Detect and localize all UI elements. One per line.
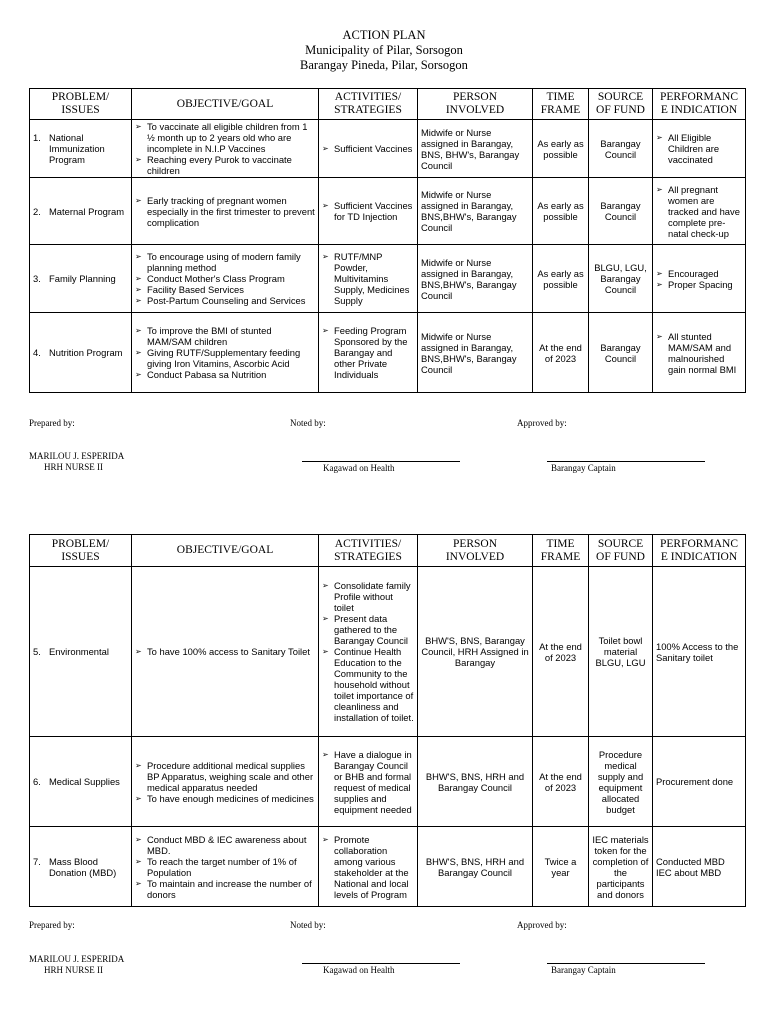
problem-cell: 2. Maternal Program [30, 178, 132, 245]
header-source: SOURCE OF FUND [589, 89, 653, 120]
activities-cell: ➢ Consolidate family Profile without toilet ➢ Present data gathered to the Barangay Council ➢ Continue Health Education to the Community to the household without toilet importance of cleanliness and installation of toilet. [319, 567, 418, 737]
approved-by-label: Approved by: [517, 418, 567, 428]
header-performance: PERFORMANC E INDICATION [653, 535, 746, 567]
activities-cell: ➢ RUTF/MNP Powder, Multivitamins Supply, Medicines Supply [319, 245, 418, 313]
objective-cell: ➢ Conduct MBD & IEC awareness about MBD. ➢ To reach the target number of 1% of Population ➢ To maintain and increase the number of donors [132, 827, 319, 907]
performance-cell: Procurement done [653, 737, 746, 827]
noted-signature-line [302, 963, 460, 964]
table-row [30, 827, 746, 907]
municipality-line: Municipality of Pilar, Sorsogon [305, 43, 463, 57]
time-cell: At the end of 2023 [533, 737, 589, 827]
noted-title: Kagawad on Health [323, 965, 395, 975]
source-cell: BLGU, LGU, Barangay Council [589, 245, 653, 313]
problem-cell: 3. Family Planning [30, 245, 132, 313]
noted-signature-line [302, 461, 460, 462]
time-cell: As early as possible [533, 120, 589, 178]
document-title: ACTION PLAN [342, 28, 426, 42]
problem-cell: 6. Medical Supplies [30, 737, 132, 827]
objective-cell: ➢ Early tracking of pregnant women especially in the first trimester to prevent complication [132, 178, 319, 245]
problem-cell: 5. Environmental [30, 567, 132, 737]
header-activities: ACTIVITIES/ STRATEGIES [319, 89, 418, 120]
performance-cell: ➢ All Eligible Children are vaccinated [653, 120, 746, 178]
header-time: TIME FRAME [533, 89, 589, 120]
activities-cell: ➢ Feeding Program Sponsored by the Barangay and other Private Individuals [319, 313, 418, 393]
preparer-name: MARILOU J. ESPERIDA [29, 954, 125, 964]
person-cell: Midwife or Nurse assigned in Barangay, BNS,BHW's, Barangay Council [418, 178, 533, 245]
person-cell: Midwife or Nurse assigned in Barangay, BNS,BHW's, Barangay Council [418, 245, 533, 313]
time-cell: As early as possible [533, 178, 589, 245]
table-row [30, 120, 746, 178]
activities-cell: ➢ Sufficient Vaccines for TD Injection [319, 178, 418, 245]
objective-cell: ➢ Procedure additional medical supplies BP Apparatus, weighing scale and other medical apparatus needed ➢ To have enough medicines of medicines [132, 737, 319, 827]
preparer-title: HRH NURSE II [44, 462, 104, 472]
source-cell: Barangay Council [589, 178, 653, 245]
time-cell: At the end of 2023 [533, 567, 589, 737]
activities-cell: ➢ Sufficient Vaccines [319, 120, 418, 178]
performance-cell: ➢ Encouraged ➢ Proper Spacing [653, 245, 746, 313]
problem-cell: 7. Mass Blood Donation (MBD) [30, 827, 132, 907]
objective-cell: ➢ To vaccinate all eligible children from 1 ½ month up to 2 years old who are incomplete in N.I.P Vaccines ➢ Reaching every Purok to vaccinate children [132, 120, 319, 178]
approved-title: Barangay Captain [551, 965, 616, 975]
source-cell: Barangay Council [589, 313, 653, 393]
prepared-by-label: Prepared by: [29, 418, 75, 428]
time-cell: As early as possible [533, 245, 589, 313]
table-row [30, 313, 746, 393]
noted-by-label: Noted by: [290, 920, 326, 930]
preparer-name: MARILOU J. ESPERIDA [29, 451, 125, 461]
problem-cell: 4. Nutrition Program [30, 313, 132, 393]
barangay-line: Barangay Pineda, Pilar, Sorsogon [300, 58, 468, 72]
action-plan-table-1 [29, 88, 746, 393]
person-cell: Midwife or Nurse assigned in Barangay, BNS, BHW's, Barangay Council [418, 120, 533, 178]
time-cell: At the end of 2023 [533, 313, 589, 393]
source-cell: Barangay Council [589, 120, 653, 178]
document-header [0, 28, 768, 73]
time-cell: Twice a year [533, 827, 589, 907]
objective-cell: ➢ To improve the BMI of stunted MAM/SAM children ➢ Giving RUTF/Supplementary feeding giving Iron Vitamins, Ascorbic Acid ➢ Conduct Pabasa sa Nutrition [132, 313, 319, 393]
preparer-title: HRH NURSE II [44, 965, 104, 975]
performance-cell: Conducted MBD IEC about MBD [653, 827, 746, 907]
performance-cell: ➢ All pregnant women are tracked and have complete pre-natal check-up [653, 178, 746, 245]
approved-signature-line [547, 963, 705, 964]
noted-title: Kagawad on Health [323, 463, 395, 473]
approved-signature-line [547, 461, 705, 462]
objective-cell: ➢ To encourage using of modern family planning method ➢ Conduct Mother's Class Program ➢ Facility Based Services ➢ Post-Partum Counseling and Services [132, 245, 319, 313]
source-cell: Procedure medical supply and equipment allocated budget [589, 737, 653, 827]
header-performance: PERFORMANC E INDICATION [653, 89, 746, 120]
header-problem: PROBLEM/ ISSUES [30, 535, 132, 567]
performance-cell: 100% Access to the Sanitary toilet [653, 567, 746, 737]
objective-cell: ➢ To have 100% access to Sanitary Toilet [132, 567, 319, 737]
header-problem: PROBLEM/ ISSUES [30, 89, 132, 120]
person-cell: Midwife or Nurse assigned in Barangay, BNS,BHW's, Barangay Council [418, 313, 533, 393]
performance-cell: ➢ All stunted MAM/SAM and malnourished gain normal BMI [653, 313, 746, 393]
noted-by-label: Noted by: [290, 418, 326, 428]
person-cell: BHW'S, BNS, Barangay Council, HRH Assigned in Barangay [418, 567, 533, 737]
source-cell: Toilet bowl material BLGU, LGU [589, 567, 653, 737]
activities-cell: ➢ Promote collaboration among various stakeholder at the National and local levels of Program [319, 827, 418, 907]
table-row [30, 178, 746, 245]
action-plan-table-2 [29, 534, 746, 907]
header-person: PERSON INVOLVED [418, 89, 533, 120]
approved-title: Barangay Captain [551, 463, 616, 473]
person-cell: BHW'S, BNS, HRH and Barangay Council [418, 737, 533, 827]
header-time: TIME FRAME [533, 535, 589, 567]
header-objective: OBJECTIVE/GOAL [132, 535, 319, 567]
header-person: PERSON INVOLVED [418, 535, 533, 567]
source-cell: IEC materials token for the completion of the participants and donors [589, 827, 653, 907]
problem-cell: 1. National Immunization Program [30, 120, 132, 178]
header-source: SOURCE OF FUND [589, 535, 653, 567]
table-row [30, 245, 746, 313]
table-header-row [30, 89, 746, 120]
header-activities: ACTIVITIES/ STRATEGIES [319, 535, 418, 567]
person-cell: BHW'S, BNS, HRH and Barangay Council [418, 827, 533, 907]
table-row [30, 737, 746, 827]
prepared-by-label: Prepared by: [29, 920, 75, 930]
header-objective: OBJECTIVE/GOAL [132, 89, 319, 120]
table-header-row [30, 535, 746, 567]
activities-cell: ➢ Have a dialogue in Barangay Council or BHB and formal request of medical supplies and equipment needed [319, 737, 418, 827]
table-row [30, 567, 746, 737]
approved-by-label: Approved by: [517, 920, 567, 930]
